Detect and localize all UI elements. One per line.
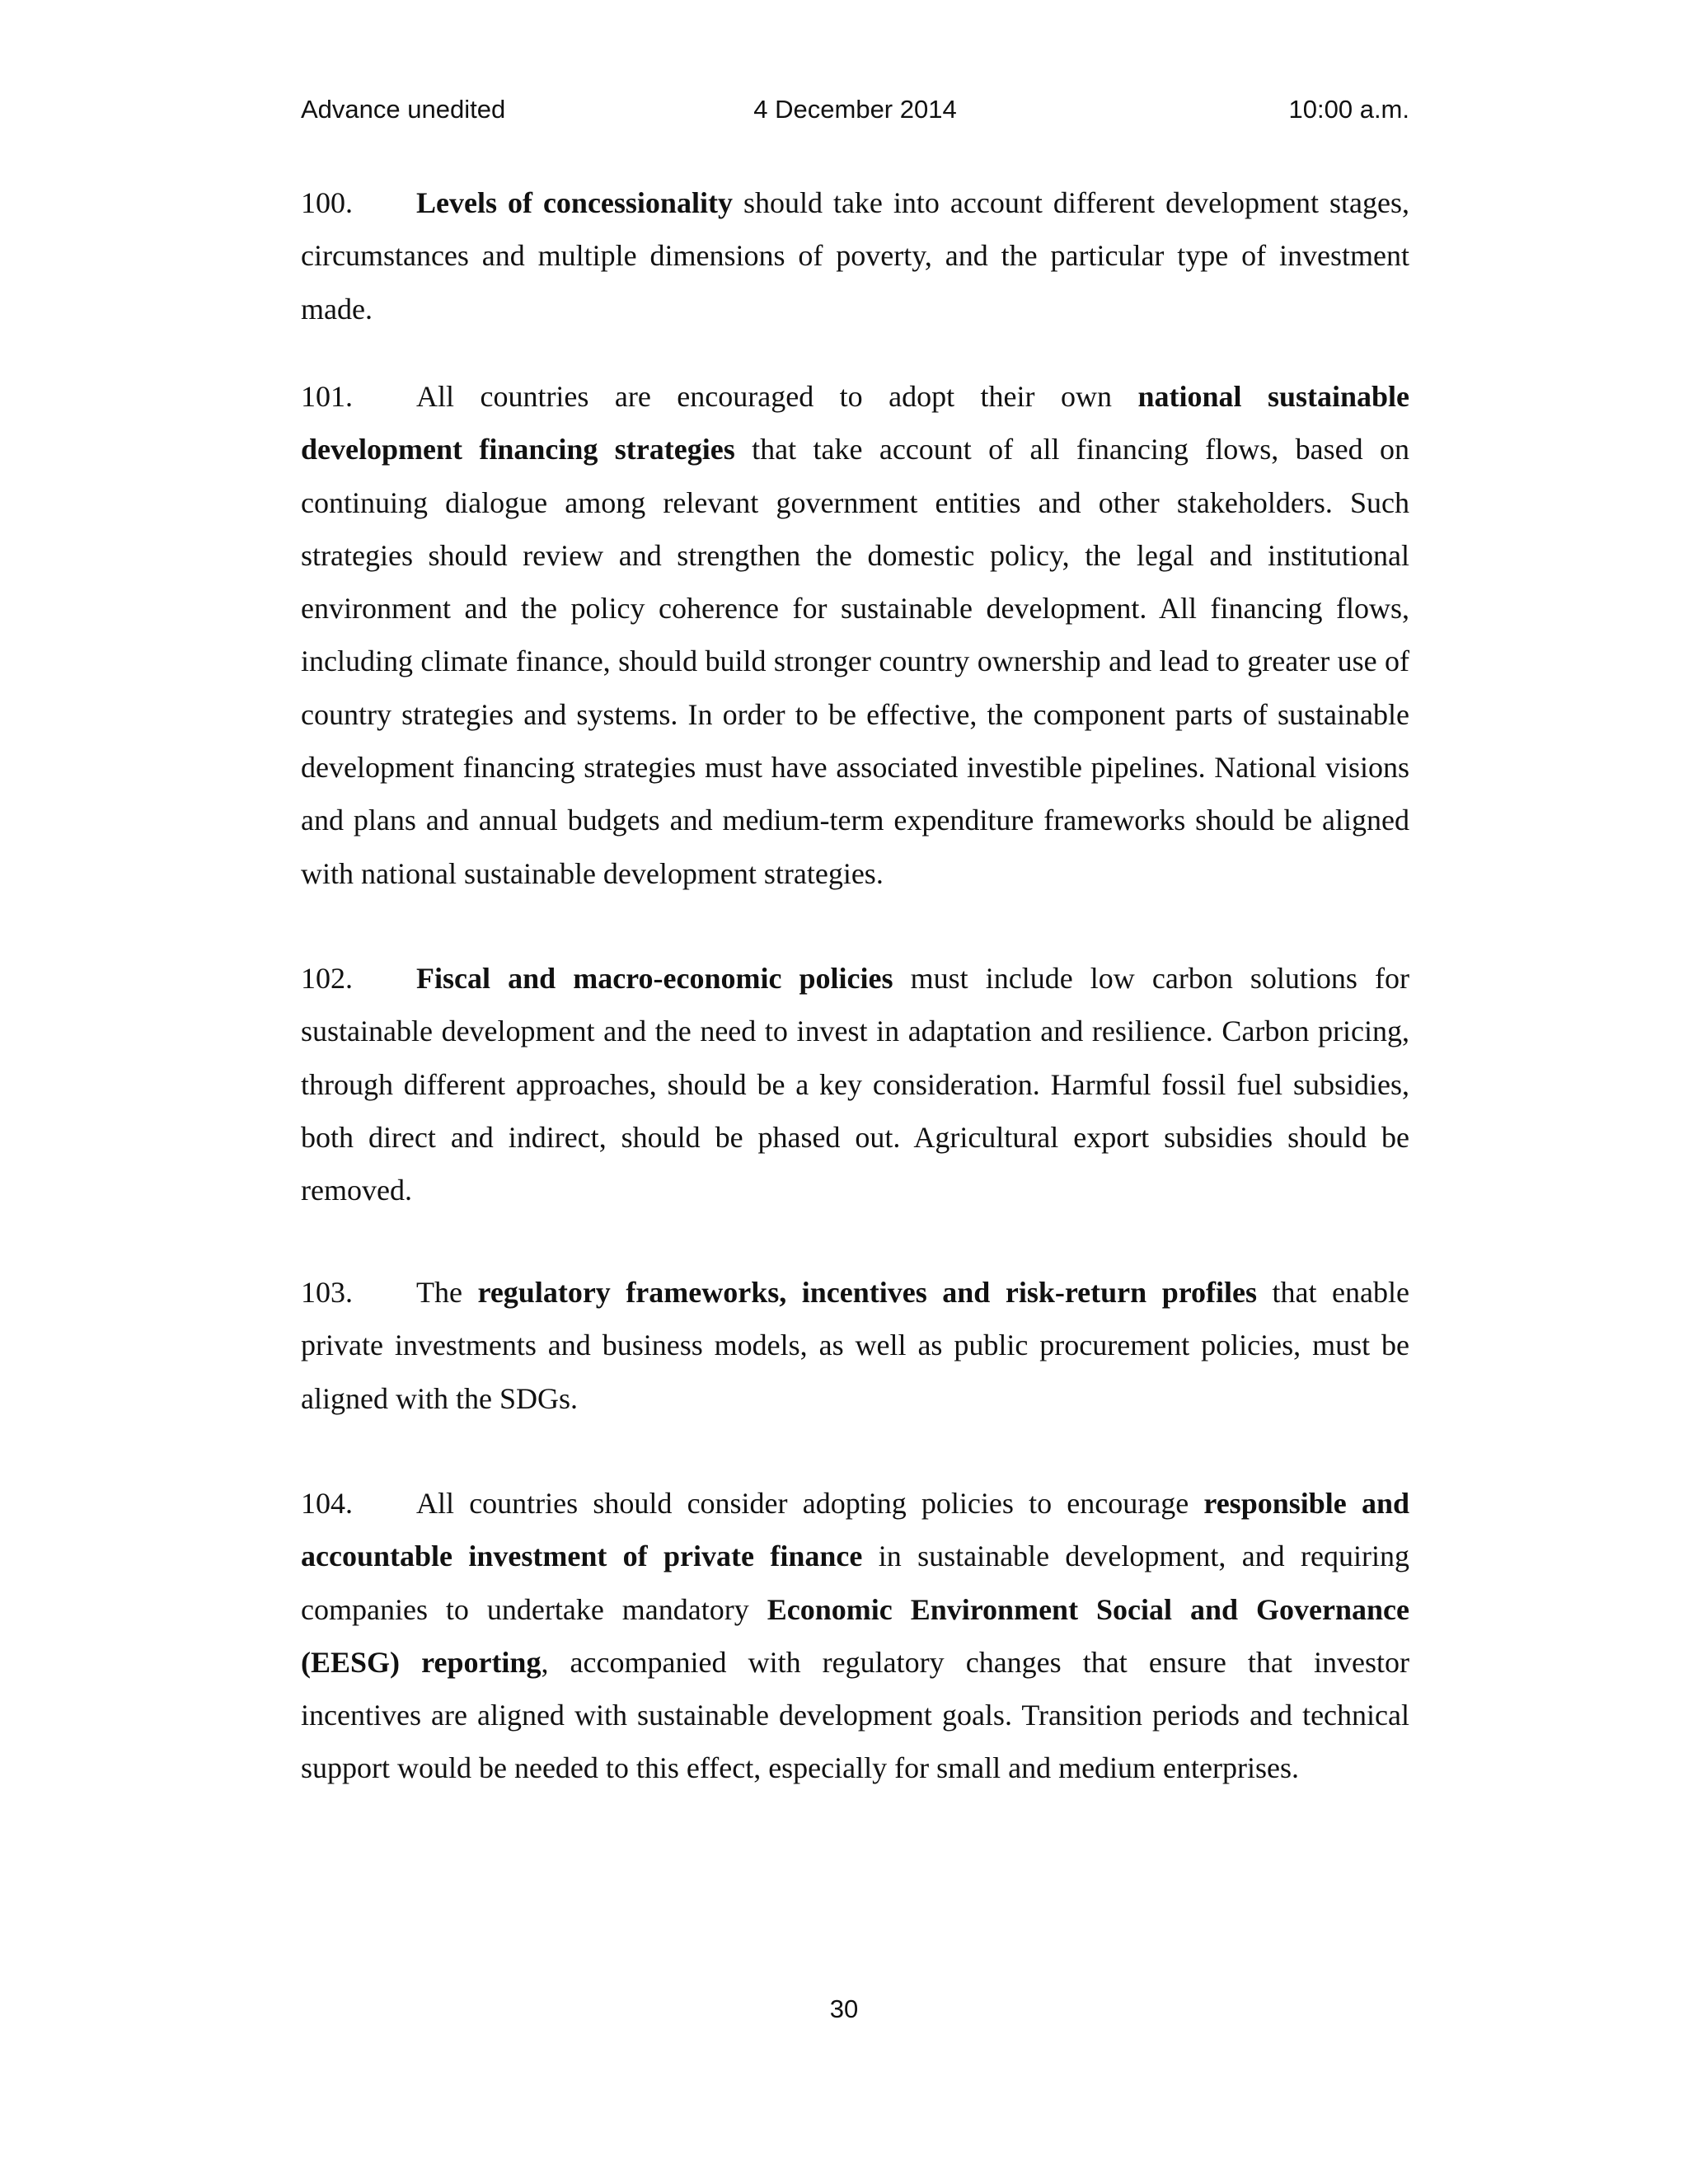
paragraph-number: 101. (301, 380, 353, 413)
paragraph-text: All countries should consider adopting policies to encourage (416, 1487, 1204, 1520)
bold-term: Economic Environment Social and Governance (EESG) reporting (301, 1592, 1409, 1679)
bold-term: national sustainable development financing strategies (301, 380, 1410, 466)
paragraph-number: 104. (301, 1487, 353, 1520)
bold-term: regulatory frameworks, incentives and risk-return profiles (477, 1276, 1258, 1309)
page-number: 30 (829, 1994, 859, 2023)
paragraph-text: must include low carbon solutions for sustainable development and the need to invest in adaptation and resilience. Carbon pricing, through different approaches, should be a key consideration. Harmful fossil fuel subsidies, both direct and indirect, should be phased out. Agricultural export subsidies should be removed. (301, 962, 1410, 1207)
header-date: 4 December 2014 (753, 95, 957, 124)
paragraph-text: that enable private investments and business models, as well as public procurement policies, must be aligned with the SDGs. (301, 1276, 1409, 1415)
paragraph-number: 100. (301, 186, 353, 219)
paragraph-text: that take account of all financing flows, based on continuing dialogue among relevant government entities and other stakeholders. Such strategies should review and strengthen the domestic policy, the legal and institutional environment and the policy coherence for sustainable development. All financing flows, including climate finance, should build stronger country ownership and lead to greater use of country strategies and systems. In order to be effective, the component parts of sustainable development financing strategies must have associated investible pipelines. National visions and plans and annual budgets and medium-term expenditure frameworks should be aligned with national sustainable development strategies. (301, 433, 1410, 890)
paragraph-102 (301, 952, 1409, 1216)
header-status: Advance unedited (301, 95, 506, 124)
paragraph-text: The (416, 1276, 478, 1309)
header-time: 10:00 a.m. (1288, 95, 1409, 124)
paragraph-text: All countries are encouraged to adopt their own (416, 380, 1138, 413)
bold-term: Levels of concessionality (416, 186, 733, 219)
paragraph-103 (301, 1266, 1409, 1425)
paragraph-101 (301, 370, 1409, 900)
bold-term: responsible and accountable investment of private finance (301, 1487, 1409, 1573)
paragraph-text: in sustainable development, and requiring companies to undertake mandatory (301, 1540, 1409, 1626)
paragraph-100 (301, 176, 1409, 335)
paragraph-text: , accompanied with regulatory changes that ensure that investor incentives are aligned with sustainable development goals. Transition periods and technical support would be needed to this effect, especially for small and medium enterprises. (301, 1645, 1409, 1785)
page-header (301, 89, 1409, 130)
paragraph-text: should take into account different development stages, circumstances and multiple dimensions of poverty, and the particular type of investment made. (301, 186, 1409, 326)
bold-term: Fiscal and macro-economic policies (416, 962, 893, 995)
paragraph-number: 102. (301, 962, 353, 995)
paragraph-104 (301, 1477, 1409, 1795)
paragraph-number: 103. (301, 1276, 353, 1309)
